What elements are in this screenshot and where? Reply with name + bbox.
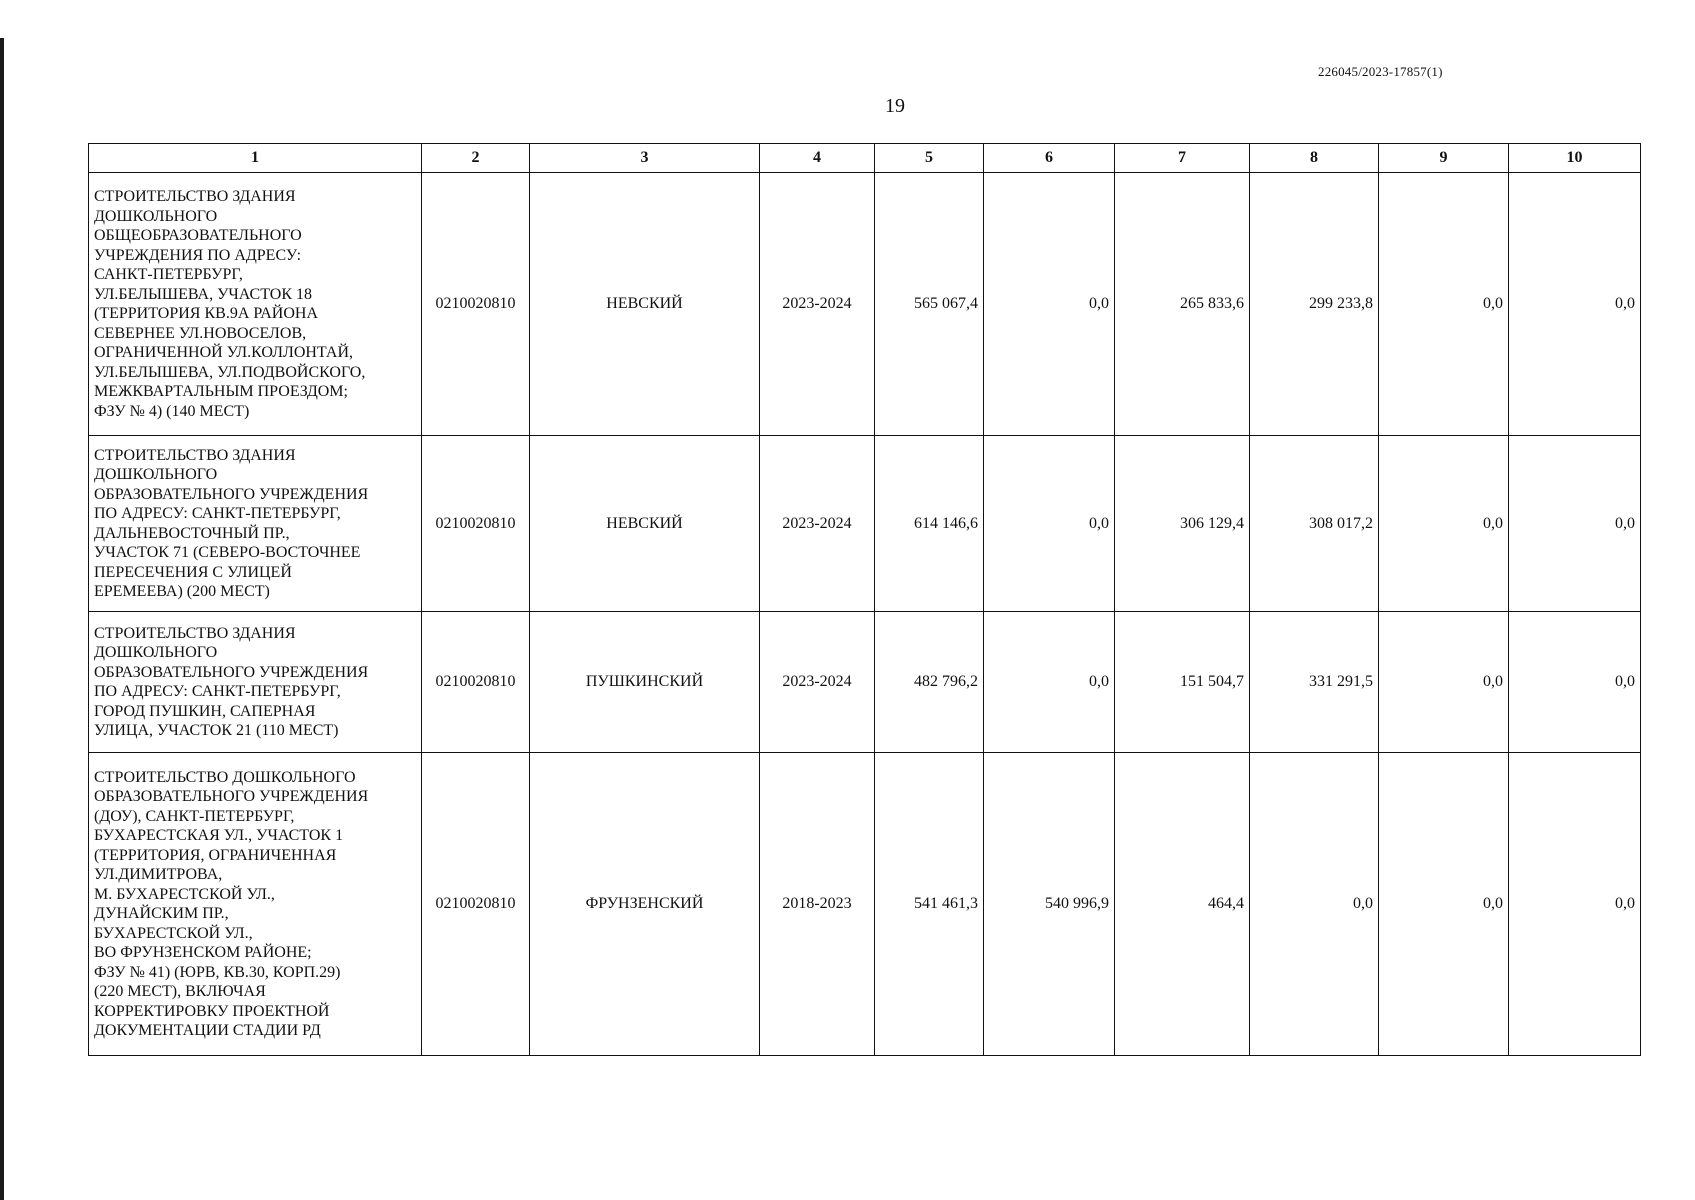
table-row: [89, 436, 1641, 612]
value-cell-7: 464,4: [1115, 753, 1250, 1056]
value-cell-9: 0,0: [1379, 173, 1509, 436]
value-cell-7: 265 833,6: [1115, 173, 1250, 436]
value-cell-9: 0,0: [1379, 753, 1509, 1056]
object-name-cell: СТРОИТЕЛЬСТВО ЗДАНИЯ ДОШКОЛЬНОГО ОБЩЕОБРАЗОВАТЕЛЬНОГО УЧРЕЖДЕНИЯ ПО АДРЕСУ: САНКТ-ПЕТЕРБУРГ, УЛ.БЕЛЫШЕВА, УЧАСТОК 18 (ТЕРРИТОРИЯ КВ.9А РАЙОНА СЕВЕРНЕЕ УЛ.НОВОСЕЛОВ, ОГРАНИЧЕННОЙ УЛ.КОЛЛОНТАЙ, УЛ.БЕЛЫШЕВА, УЛ.ПОДВОЙСКОГО, МЕЖКВАРТАЛЬНЫМ ПРОЕЗДОМ; ФЗУ № 4) (140 МЕСТ): [89, 173, 422, 436]
column-header: 2: [422, 144, 530, 173]
value-cell-10: 0,0: [1509, 436, 1641, 612]
value-cell-9: 0,0: [1379, 612, 1509, 753]
target-code-cell: 0210020810: [422, 753, 530, 1056]
value-cell-10: 0,0: [1509, 173, 1641, 436]
period-cell: 2023-2024: [760, 612, 875, 753]
scan-edge-line: [0, 38, 4, 1200]
column-header: 8: [1250, 144, 1379, 173]
column-header: 3: [530, 144, 760, 173]
value-cell-7: 151 504,7: [1115, 612, 1250, 753]
value-cell-6: 0,0: [984, 436, 1115, 612]
period-cell: 2018-2023: [760, 753, 875, 1056]
column-header: 10: [1509, 144, 1641, 173]
value-cell-10: 0,0: [1509, 612, 1641, 753]
value-cell-6: 0,0: [984, 612, 1115, 753]
column-header: 6: [984, 144, 1115, 173]
value-cell-5: 541 461,3: [875, 753, 984, 1056]
value-cell-8: 331 291,5: [1250, 612, 1379, 753]
column-header: 1: [89, 144, 422, 173]
value-cell-5: 614 146,6: [875, 436, 984, 612]
object-name-cell: СТРОИТЕЛЬСТВО ЗДАНИЯ ДОШКОЛЬНОГО ОБРАЗОВАТЕЛЬНОГО УЧРЕЖДЕНИЯ ПО АДРЕСУ: САНКТ-ПЕТЕРБУРГ, ДАЛЬНЕВОСТОЧНЫЙ ПР., УЧАСТОК 71 (СЕВЕРО-ВОСТОЧНЕЕ ПЕРЕСЕЧЕНИЯ С УЛИЦЕЙ ЕРЕМЕЕВА) (200 МЕСТ): [89, 436, 422, 612]
district-cell: НЕВСКИЙ: [530, 436, 760, 612]
document-registration-number: 226045/2023-17857(1): [1318, 64, 1443, 79]
page-number: 19: [885, 95, 905, 117]
period-cell: 2023-2024: [760, 436, 875, 612]
value-cell-6: 0,0: [984, 173, 1115, 436]
value-cell-8: 0,0: [1250, 753, 1379, 1056]
value-cell-8: 308 017,2: [1250, 436, 1379, 612]
column-header: 5: [875, 144, 984, 173]
table-row: [89, 612, 1641, 753]
district-cell: НЕВСКИЙ: [530, 173, 760, 436]
object-name-cell: СТРОИТЕЛЬСТВО ДОШКОЛЬНОГО ОБРАЗОВАТЕЛЬНОГО УЧРЕЖДЕНИЯ (ДОУ), САНКТ-ПЕТЕРБУРГ, БУХАРЕСТСКАЯ УЛ., УЧАСТОК 1 (ТЕРРИТОРИЯ, ОГРАНИЧЕННАЯ УЛ.ДИМИТРОВА, М. БУХАРЕСТСКОЙ УЛ., ДУНАЙСКИМ ПР., БУХАРЕСТСКОЙ УЛ., ВО ФРУНЗЕНСКОМ РАЙОНЕ; ФЗУ № 41) (ЮРВ, КВ.30, КОРП.29) (220 МЕСТ), ВКЛЮЧАЯ КОРРЕКТИРОВКУ ПРОЕКТНОЙ ДОКУМЕНТАЦИИ СТАДИИ РД: [89, 753, 422, 1056]
value-cell-6: 540 996,9: [984, 753, 1115, 1056]
target-code-cell: 0210020810: [422, 173, 530, 436]
period-cell: 2023-2024: [760, 173, 875, 436]
target-code-cell: 0210020810: [422, 612, 530, 753]
value-cell-9: 0,0: [1379, 436, 1509, 612]
target-code-cell: 0210020810: [422, 436, 530, 612]
column-header: 7: [1115, 144, 1250, 173]
value-cell-10: 0,0: [1509, 753, 1641, 1056]
table-row: [89, 173, 1641, 436]
value-cell-8: 299 233,8: [1250, 173, 1379, 436]
district-cell: ФРУНЗЕНСКИЙ: [530, 753, 760, 1056]
value-cell-5: 482 796,2: [875, 612, 984, 753]
district-cell: ПУШКИНСКИЙ: [530, 612, 760, 753]
object-name-cell: СТРОИТЕЛЬСТВО ЗДАНИЯ ДОШКОЛЬНОГО ОБРАЗОВАТЕЛЬНОГО УЧРЕЖДЕНИЯ ПО АДРЕСУ: САНКТ-ПЕТЕРБУРГ, ГОРОД ПУШКИН, САПЕРНАЯ УЛИЦА, УЧАСТОК 21 (110 МЕСТ): [89, 612, 422, 753]
budget-table: [88, 143, 1641, 1056]
header-row: [89, 144, 1641, 173]
value-cell-5: 565 067,4: [875, 173, 984, 436]
column-header: 4: [760, 144, 875, 173]
column-header: 9: [1379, 144, 1509, 173]
table-row: [89, 753, 1641, 1056]
value-cell-7: 306 129,4: [1115, 436, 1250, 612]
